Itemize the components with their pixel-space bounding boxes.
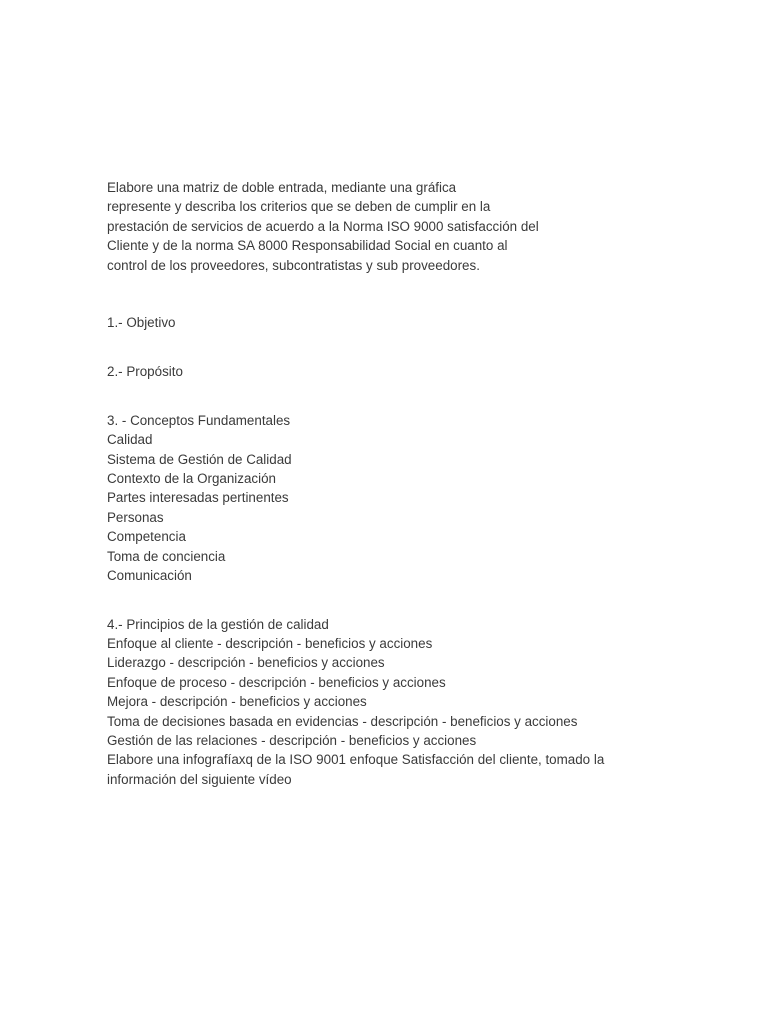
list-item: Toma de decisiones basada en evidencias - descripción - beneficios y acciones bbox=[107, 713, 578, 729]
list-item: Comunicación bbox=[107, 568, 192, 584]
section-proposito bbox=[107, 362, 727, 381]
section-principios bbox=[107, 615, 727, 790]
list-item: Gestión de las relaciones - descripción - beneficios y acciones bbox=[107, 732, 477, 748]
intro-paragraph bbox=[107, 178, 727, 275]
intro-line: control de los proveedores, subcontratistas y sub proveedores. bbox=[107, 257, 480, 273]
intro-line: represente y describa los criterios que se deben de cumplir en la bbox=[107, 199, 491, 215]
section-objetivo bbox=[107, 313, 727, 332]
section-conceptos bbox=[107, 411, 727, 586]
section-heading: 3. - Conceptos Fundamentales bbox=[107, 412, 291, 428]
list-item: Sistema de Gestión de Calidad bbox=[107, 451, 292, 467]
list-item: información del siguiente vídeo bbox=[107, 771, 292, 787]
section-heading: 1.- Objetivo bbox=[107, 315, 176, 331]
list-item: Competencia bbox=[107, 529, 186, 545]
list-item: Personas bbox=[107, 509, 164, 525]
list-item: Elabore una infografíaxq de la ISO 9001 enfoque Satisfacción del cliente, tomado la bbox=[107, 752, 605, 768]
document-body bbox=[107, 178, 727, 789]
list-item: Liderazgo - descripción - beneficios y acciones bbox=[107, 655, 385, 671]
list-item: Toma de conciencia bbox=[107, 548, 226, 564]
section-heading: 2.- Propósito bbox=[107, 364, 183, 380]
list-item: Mejora - descripción - beneficios y acciones bbox=[107, 694, 367, 710]
list-item: Enfoque al cliente - descripción - beneficios y acciones bbox=[107, 635, 433, 651]
list-item: Partes interesadas pertinentes bbox=[107, 490, 289, 506]
section-heading: 4.- Principios de la gestión de calidad bbox=[107, 616, 329, 632]
intro-line: Elabore una matriz de doble entrada, mediante una gráfica bbox=[107, 180, 457, 195]
list-item: Calidad bbox=[107, 432, 153, 448]
list-item: Contexto de la Organización bbox=[107, 471, 276, 487]
intro-line: prestación de servicios de acuerdo a la Norma ISO 9000 satisfacción del bbox=[107, 218, 539, 234]
list-item: Enfoque de proceso - descripción - beneficios y acciones bbox=[107, 674, 446, 690]
intro-line: Cliente y de la norma SA 8000 Responsabilidad Social en cuanto al bbox=[107, 238, 508, 254]
